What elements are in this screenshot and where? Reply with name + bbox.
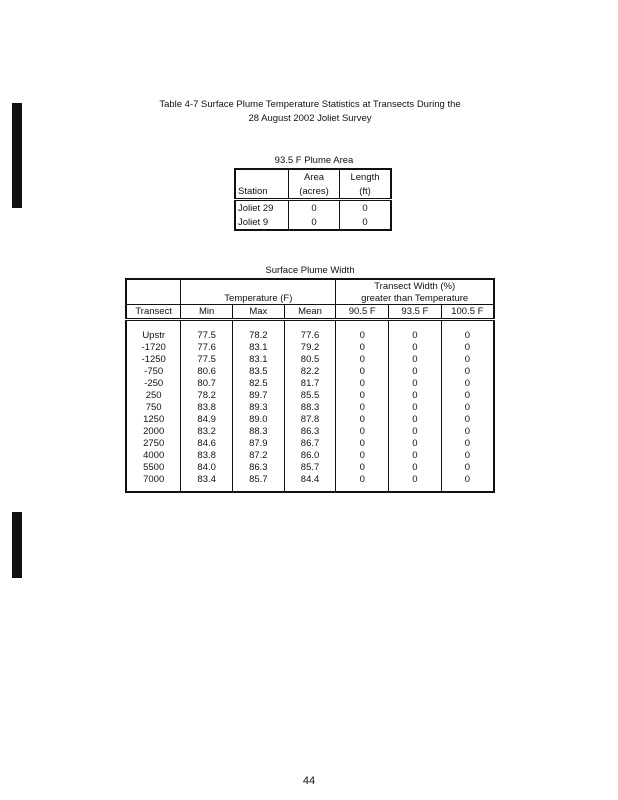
min-cell: 83.8 <box>181 401 233 413</box>
mean-cell: 81.7 <box>284 377 336 389</box>
t-100-5-cell: 0 <box>441 389 494 401</box>
transect-cell: 5500 <box>143 461 165 473</box>
t-90-5-cell: 0 <box>336 449 389 461</box>
table-row <box>126 353 494 365</box>
min-cell: 80.7 <box>181 377 233 389</box>
header-blank <box>126 279 181 292</box>
t-90-5-cell: 0 <box>336 401 389 413</box>
t-90-5-cell: 0 <box>336 341 389 353</box>
scan-edge-bar-top <box>12 103 22 208</box>
t-93-5-cell: 0 <box>389 425 442 437</box>
min-cell: 77.5 <box>181 353 233 365</box>
transect-cell: 2000 <box>143 425 165 437</box>
t-100-5-cell: 0 <box>441 425 494 437</box>
header-blank <box>126 292 181 305</box>
transect-cell: 2750 <box>143 437 165 449</box>
table-row <box>126 437 494 449</box>
station-cell: Joliet 29 <box>238 202 274 214</box>
t-93-5-cell: 0 <box>389 365 442 377</box>
table-row <box>126 425 494 437</box>
t-90-5-cell: 0 <box>336 365 389 377</box>
t-100-5-cell: 0 <box>441 377 494 389</box>
t-90-5-header: 90.5 F <box>336 305 389 320</box>
min-header: Min <box>181 305 233 320</box>
max-cell: 83.5 <box>233 365 285 377</box>
mean-header: Mean <box>284 305 336 320</box>
greater-than-header: greater than Temperature <box>336 292 494 305</box>
plume-header-blank <box>235 169 289 184</box>
table-row <box>126 449 494 461</box>
t-90-5-cell: 0 <box>336 377 389 389</box>
transect-width-header: Transect Width (%) <box>336 279 494 292</box>
transect-cell: Upstr <box>142 329 166 341</box>
min-cell: 83.4 <box>181 473 233 485</box>
plume-width-table <box>125 278 495 493</box>
t-90-5-cell: 0 <box>336 437 389 449</box>
t-90-5-cell: 0 <box>336 389 389 401</box>
t-100-5-cell: 0 <box>441 437 494 449</box>
table-row <box>126 461 494 473</box>
t-100-5-cell: 0 <box>441 461 494 473</box>
t-100-5-cell: 0 <box>441 341 494 353</box>
min-cell: 84.0 <box>181 461 233 473</box>
mean-cell: 82.2 <box>284 365 336 377</box>
tail-row <box>126 485 494 492</box>
temperature-header: Temperature (F) <box>181 292 336 305</box>
table-row <box>126 377 494 389</box>
area-cell: 0 <box>289 215 340 230</box>
t-93-5-cell: 0 <box>389 473 442 485</box>
t-90-5-cell: 0 <box>336 353 389 365</box>
plume-width-title: Surface Plume Width <box>265 265 355 276</box>
length-unit-header: (ft) <box>340 184 391 200</box>
max-header: Max <box>233 305 285 320</box>
transect-cell: -1720 <box>141 341 166 353</box>
min-cell: 83.2 <box>181 425 233 437</box>
t-100-5-header: 100.5 F <box>441 305 494 320</box>
page-number: 44 <box>302 775 316 787</box>
table-row <box>126 365 494 377</box>
width-table-body <box>126 329 494 485</box>
t-93-5-header: 93.5 F <box>389 305 442 320</box>
caption-line-2: 28 August 2002 Joliet Survey <box>248 113 372 124</box>
min-cell: 84.9 <box>181 413 233 425</box>
transect-cell: 4000 <box>143 449 165 461</box>
min-cell: 84.6 <box>181 437 233 449</box>
area-header: Area <box>289 169 340 184</box>
transect-cell: 250 <box>145 389 162 401</box>
width-header-row-2 <box>126 292 494 305</box>
t-100-5-cell: 0 <box>441 353 494 365</box>
width-header-row-1 <box>126 279 494 292</box>
table-row <box>126 341 494 353</box>
t-100-5-cell: 0 <box>441 413 494 425</box>
t-93-5-cell: 0 <box>389 389 442 401</box>
t-100-5-cell: 0 <box>441 329 494 341</box>
transect-cell: -250 <box>144 377 164 389</box>
t-90-5-cell: 0 <box>336 425 389 437</box>
t-93-5-cell: 0 <box>389 341 442 353</box>
plume-header-row-2 <box>235 184 391 200</box>
mean-cell: 85.5 <box>284 389 336 401</box>
t-93-5-cell: 0 <box>389 377 442 389</box>
table-row <box>126 413 494 425</box>
t-93-5-cell: 0 <box>389 437 442 449</box>
table-row <box>126 473 494 485</box>
max-cell: 87.9 <box>233 437 285 449</box>
station-header: Station <box>235 184 289 200</box>
t-90-5-cell: 0 <box>336 473 389 485</box>
max-cell: 82.5 <box>233 377 285 389</box>
scan-edge-bar-bottom <box>12 512 22 578</box>
table-caption <box>100 98 520 126</box>
width-header-row-3 <box>126 305 494 320</box>
table-row <box>126 389 494 401</box>
t-90-5-cell: 0 <box>336 461 389 473</box>
mean-cell: 84.4 <box>284 473 336 485</box>
t-93-5-cell: 0 <box>389 461 442 473</box>
t-90-5-cell: 0 <box>336 413 389 425</box>
transect-header: Transect <box>126 305 181 320</box>
mean-cell: 80.5 <box>284 353 336 365</box>
area-unit-header: (acres) <box>289 184 340 200</box>
length-cell: 0 <box>340 200 391 216</box>
max-cell: 88.3 <box>233 425 285 437</box>
min-cell: 78.2 <box>181 389 233 401</box>
mean-cell: 85.7 <box>284 461 336 473</box>
length-header: Length <box>340 169 391 184</box>
max-cell: 89.0 <box>233 413 285 425</box>
t-93-5-cell: 0 <box>389 401 442 413</box>
max-cell: 89.7 <box>233 389 285 401</box>
mean-cell: 79.2 <box>284 341 336 353</box>
mean-cell: 86.7 <box>284 437 336 449</box>
t-100-5-cell: 0 <box>441 473 494 485</box>
transect-cell: -750 <box>144 365 164 377</box>
mean-cell: 77.6 <box>284 329 336 341</box>
max-cell: 86.3 <box>233 461 285 473</box>
max-cell: 87.2 <box>233 449 285 461</box>
max-cell: 83.1 <box>233 341 285 353</box>
plume-row <box>235 215 391 230</box>
t-93-5-cell: 0 <box>389 329 442 341</box>
length-cell: 0 <box>340 215 391 230</box>
transect-cell: 1250 <box>143 413 165 425</box>
t-100-5-cell: 0 <box>441 449 494 461</box>
plume-area-table <box>234 168 392 231</box>
mean-cell: 86.0 <box>284 449 336 461</box>
header-blank <box>181 279 336 292</box>
caption-line-1: Table 4-7 Surface Plume Temperature Statistics at Transects During the <box>159 99 461 110</box>
max-cell: 85.7 <box>233 473 285 485</box>
spacer-row <box>126 320 494 330</box>
min-cell: 77.5 <box>181 329 233 341</box>
t-100-5-cell: 0 <box>441 401 494 413</box>
t-93-5-cell: 0 <box>389 353 442 365</box>
table-row <box>126 401 494 413</box>
mean-cell: 87.8 <box>284 413 336 425</box>
min-cell: 77.6 <box>181 341 233 353</box>
t-100-5-cell: 0 <box>441 365 494 377</box>
plume-header-row-1 <box>235 169 391 184</box>
t-93-5-cell: 0 <box>389 413 442 425</box>
mean-cell: 86.3 <box>284 425 336 437</box>
t-93-5-cell: 0 <box>389 449 442 461</box>
area-cell: 0 <box>289 200 340 216</box>
max-cell: 89.3 <box>233 401 285 413</box>
table-row <box>126 329 494 341</box>
station-cell: Joliet 9 <box>238 216 269 228</box>
max-cell: 83.1 <box>233 353 285 365</box>
t-90-5-cell: 0 <box>336 329 389 341</box>
plume-area-title: 93.5 F Plume Area <box>274 155 354 166</box>
min-cell: 80.6 <box>181 365 233 377</box>
transect-cell: 7000 <box>143 473 165 485</box>
mean-cell: 88.3 <box>284 401 336 413</box>
plume-row <box>235 200 391 216</box>
max-cell: 78.2 <box>233 329 285 341</box>
min-cell: 83.8 <box>181 449 233 461</box>
transect-cell: -1250 <box>141 353 166 365</box>
transect-cell: 750 <box>145 401 162 413</box>
